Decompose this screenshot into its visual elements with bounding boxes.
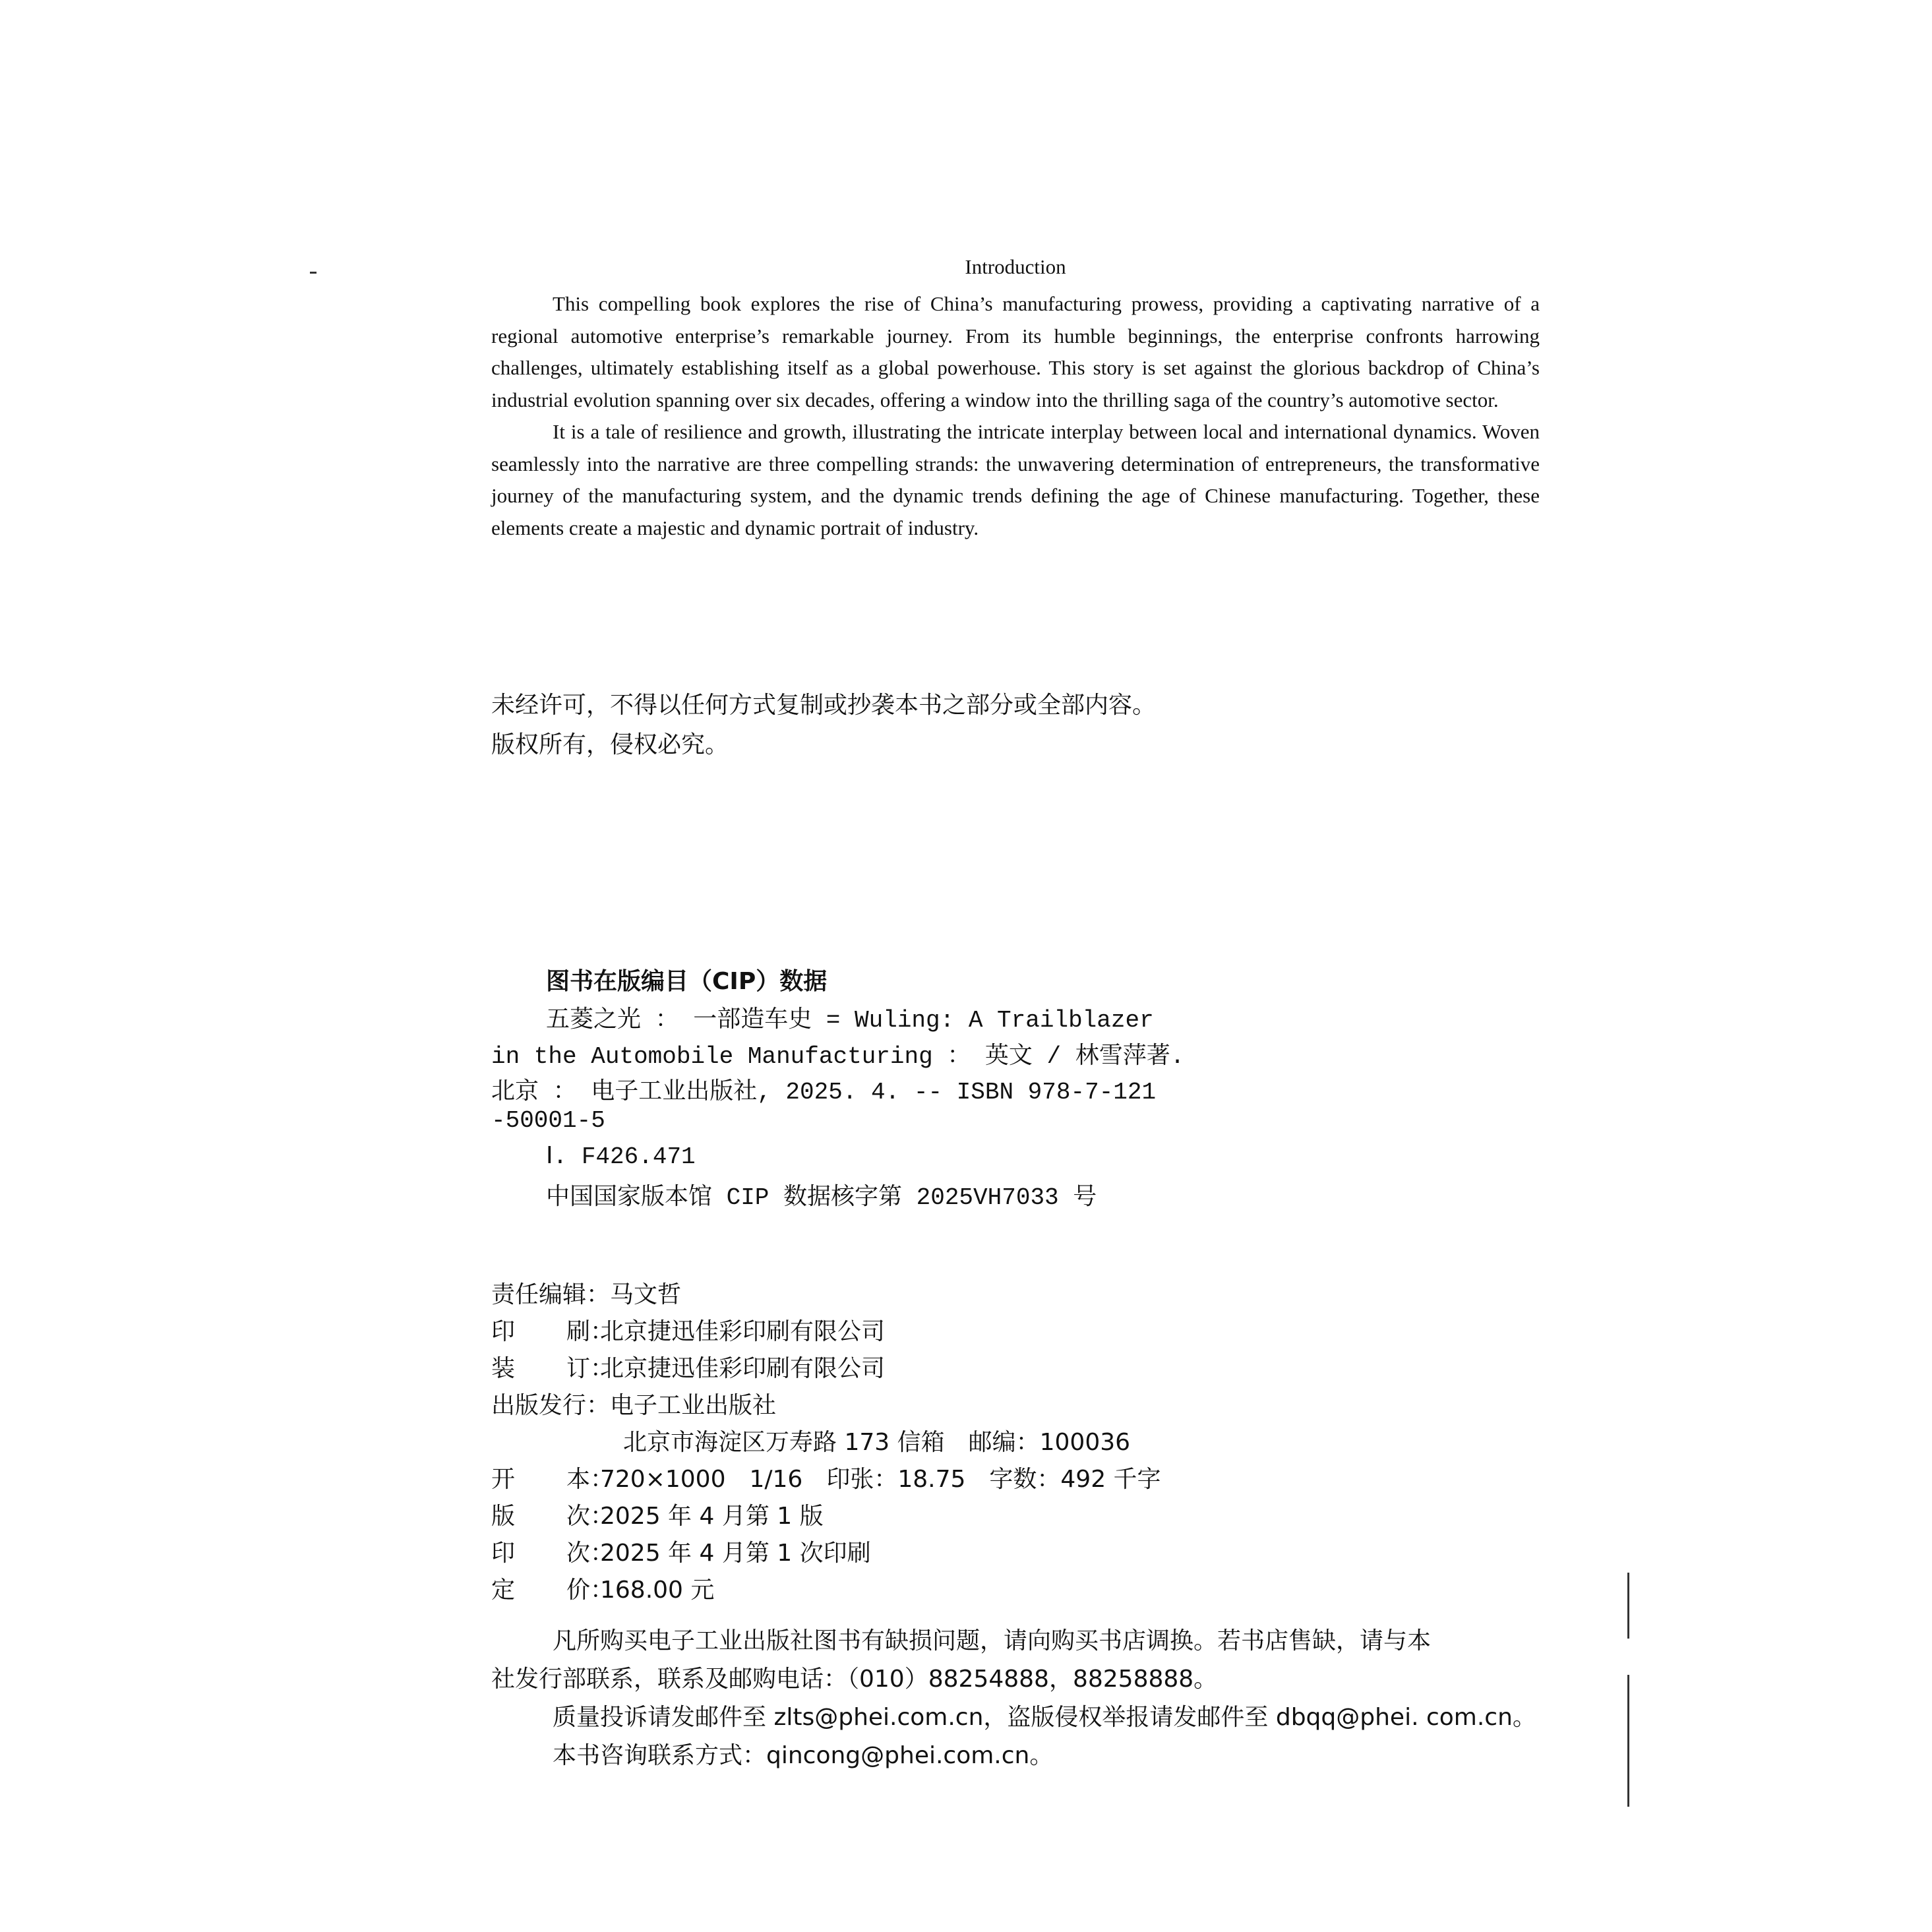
cip-line-4: -50001-5 <box>491 1107 605 1134</box>
credit-label-format-a: 开 <box>491 1466 516 1493</box>
credit-label-impression-b: 次： <box>566 1540 615 1567</box>
copyright-notice-line-2: 版权所有，侵权必究。 <box>491 731 729 758</box>
footer-line-4: 本书咨询联系方式：qincong@phei.com.cn。 <box>553 1742 1054 1769</box>
credit-label-publisher: 出版发行： <box>491 1392 611 1419</box>
scan-mark <box>310 272 317 274</box>
credit-label-printer-a: 印 <box>491 1318 516 1345</box>
customer-service-notes <box>491 1622 1540 1775</box>
credit-label-binder-a: 装 <box>491 1355 516 1382</box>
credit-label-edition-a: 版 <box>491 1503 516 1530</box>
credit-value-publisher: 电子工业出版社 <box>610 1392 777 1419</box>
credit-value-impression: 2025 年 4 月第 1 次印刷 <box>600 1540 871 1567</box>
credit-value-printer: 北京捷迅佳彩印刷有限公司 <box>600 1318 886 1345</box>
copyright-notice-line-1: 未经许可，不得以任何方式复制或抄袭本书之部分或全部内容。 <box>491 692 1157 719</box>
introduction-paragraph-2: It is a tale of resilience and growth, illustrating the intricate interplay between local and international dynamics. Woven seamlessly into the narrative are three compelling strands: the unwavering determination of entrepreneurs, the transformative journey of the manufacturing system, and the dynamic trends defining the age of Chinese manufacturing. Together, these elements create a majestic and dynamic portrait of industry. <box>491 420 1540 539</box>
credit-label-format-b: 本： <box>566 1466 615 1493</box>
credit-value-binder: 北京捷迅佳彩印刷有限公司 <box>600 1355 886 1382</box>
credit-value-address: 北京市海淀区万寿路 173 信箱 邮编：100036 <box>623 1429 1131 1456</box>
credit-value-edition: 2025 年 4 月第 1 版 <box>600 1503 824 1530</box>
credit-value-editor: 马文哲 <box>610 1281 682 1308</box>
cip-line-6: 中国国家版本馆 CIP 数据核字第 2025VH7033 号 <box>546 1184 1097 1211</box>
credit-row-publisher <box>491 1387 776 1424</box>
introduction-section <box>491 254 1540 544</box>
cip-line-1: 五菱之光 ： 一部造车史 = Wuling: A Trailblazer <box>546 1007 1154 1034</box>
credit-value-price: 168.00 元 <box>600 1577 715 1604</box>
cip-line-5: Ⅰ. F426.471 <box>546 1143 696 1170</box>
credit-label-editor: 责任编辑： <box>491 1281 611 1308</box>
introduction-heading: Introduction <box>965 255 1066 278</box>
credit-label-price-b: 价： <box>566 1577 615 1604</box>
credit-label-edition-b: 次： <box>566 1503 615 1530</box>
credit-label-printer-b: 刷： <box>566 1318 615 1345</box>
credit-label-binder-b: 订： <box>566 1355 615 1382</box>
cip-title: 图书在版编目（CIP）数据 <box>546 968 828 995</box>
footer-line-2: 社发行部联系，联系及邮购电话：（010）88254888，88258888。 <box>491 1666 1218 1693</box>
credit-label-price-a: 定 <box>491 1577 516 1604</box>
footer-line-1: 凡所购买电子工业出版社图书有缺损问题，请向购买书店调换。若书店售缺，请与本 <box>553 1627 1432 1654</box>
credit-value-format: 720×1000 1/16 印张：18.75 字数：492 千字 <box>600 1466 1161 1493</box>
cip-line-3: 北京 ： 电子工业出版社, 2025. 4. -- ISBN 978-7-121 <box>491 1079 1157 1106</box>
scan-edge-line <box>1627 1573 1629 1639</box>
copyright-notice <box>491 686 1156 765</box>
scan-edge-line <box>1627 1675 1629 1807</box>
credit-label-impression-a: 印 <box>491 1540 516 1567</box>
cip-line-2: in the Automobile Manufacturing ： 英文 / 林雪萍著. <box>491 1043 1185 1070</box>
footer-line-3: 质量投诉请发邮件至 zlts@phei.com.cn，盗版侵权举报请发邮件至 dbqq@phei. com.cn。 <box>553 1704 1536 1731</box>
introduction-paragraph-1: This compelling book explores the rise of China’s manufacturing prowess, providing a captivating narrative of a regional automotive enterprise’s remarkable journey. From its humble beginnings, the enterprise confronts harrowing challenges, ultimately establishing itself as a global powerhouse. This story is set against the glorious backdrop of China’s industrial evolution spanning over six decades, offering a window into the thrilling saga of the country’s automotive sector. <box>491 292 1540 411</box>
credit-row-editor <box>491 1276 681 1313</box>
